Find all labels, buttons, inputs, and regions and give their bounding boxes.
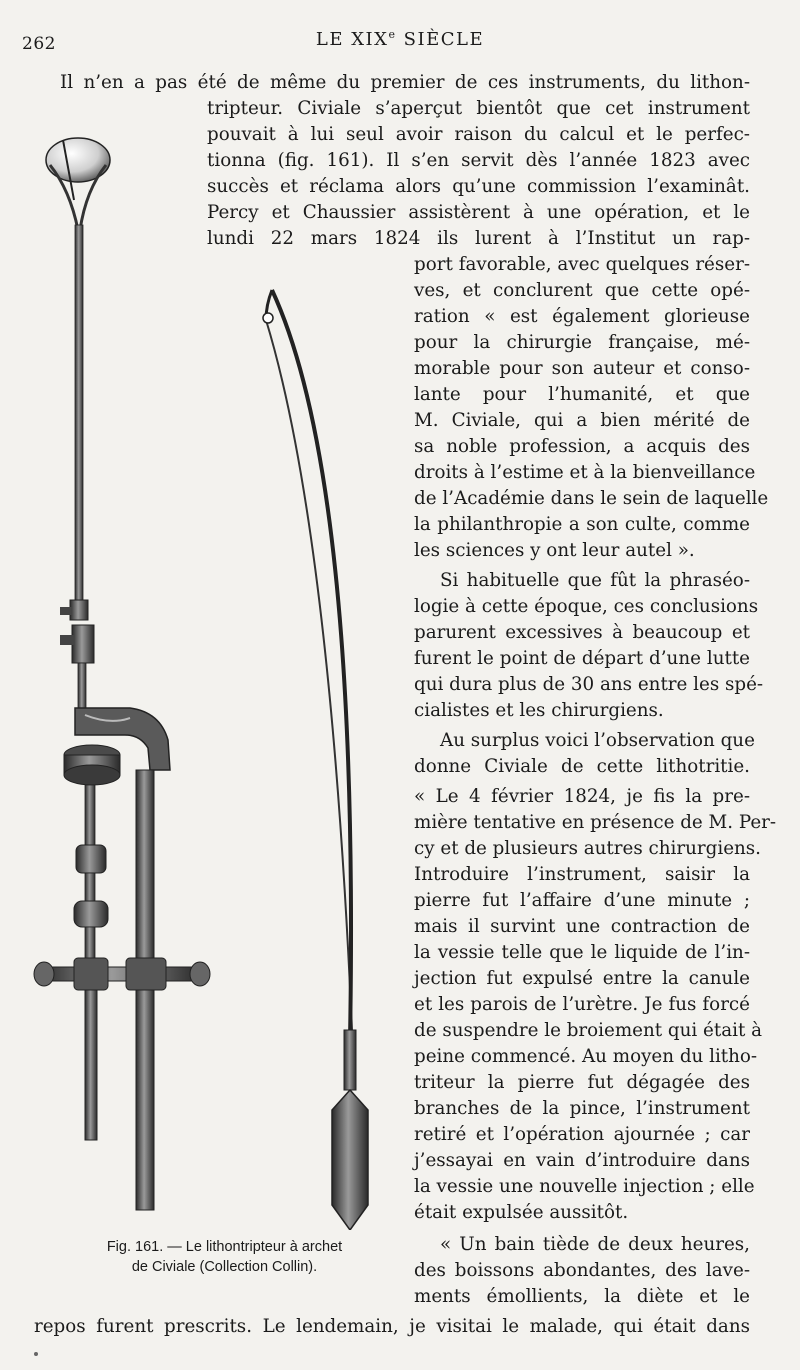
text-line: « Un bain tiède de deux heures,	[440, 1234, 750, 1255]
text-line: ves, et conclurent que cette opé-	[414, 280, 750, 301]
text-line: port favorable, avec quelques réser-	[414, 254, 750, 275]
text-line: cy et de plusieurs autres chirurgiens.	[414, 838, 761, 859]
text-line: sa noble profession, a acquis des	[414, 436, 750, 457]
text-line: lante pour l’humanité, et que	[414, 384, 750, 405]
text-line: des boissons abondantes, des lave-	[414, 1260, 750, 1281]
text-line: tripteur. Civiale s’aperçut bientôt que cet instrument	[207, 98, 750, 119]
text-line: Percy et Chaussier assistèrent à une opération, et le	[207, 202, 750, 223]
text-line: repos furent prescrits. Le lendemain, je visitai le malade, qui était dans	[34, 1316, 750, 1337]
page-header	[0, 28, 800, 52]
figure-caption	[52, 1237, 397, 1277]
running-title: LE XIXe SIÈCLE	[315, 28, 485, 50]
text-line: les sciences y ont leur autel ».	[414, 540, 695, 561]
text-line: branches de la pince, l’instrument	[414, 1098, 750, 1119]
caption-line: Fig. 161. — Le lithontripteur à archet	[106, 1239, 343, 1255]
text-line: peine commencé. Au moyen du litho-	[414, 1046, 758, 1067]
text-line: mière tentative en présence de M. Per-	[414, 812, 777, 833]
text-line: succès et réclama alors qu’une commission l’examinât.	[207, 176, 750, 197]
text-line: la vessie telle que le liquide de l’in-	[414, 942, 750, 963]
crusher-instrument	[34, 138, 210, 1210]
text-line: Si habituelle que fût la phraséo-	[440, 570, 750, 591]
text-line: M. Civiale, qui a bien mérité de	[414, 410, 750, 431]
text-line: pouvait à lui seul avoir raison du calcul et le perfec-	[207, 124, 750, 145]
print-speck	[34, 1352, 38, 1356]
text-line: pour la chirurgie française, mé-	[414, 332, 750, 353]
text-line: retiré et l’opération ajournée ; car	[414, 1124, 750, 1145]
text-line: la philanthropie a son culte, comme	[414, 514, 750, 535]
text-line: furent le point de départ d’une lutte	[414, 648, 750, 669]
text-line: droits à l’estime et à la bienveillance	[414, 462, 756, 483]
text-line: morable pour son auteur et conso-	[414, 358, 750, 379]
text-line: Introduire l’instrument, saisir la	[414, 864, 750, 885]
text-line: qui dura plus de 30 ans entre les spé-	[414, 674, 764, 695]
text-line: la vessie une nouvelle injection ; elle	[414, 1176, 755, 1197]
text-line: cialistes et les chirurgiens.	[414, 700, 664, 721]
text-line: triteur la pierre fut dégagée des	[414, 1072, 750, 1093]
text-line: Il n’en a pas été de même du premier de ces instruments, du lithon-	[60, 72, 750, 93]
text-line: Au surplus voici l’observation que	[440, 730, 755, 751]
page-number: 262	[22, 34, 56, 54]
text-line: mais il survint une contraction de	[414, 916, 750, 937]
text-line: donne Civiale de cette lithotritie.	[414, 756, 750, 777]
text-line: tionna (fig. 161). Il s’en servit dès l’année 1823 avec	[207, 150, 750, 171]
text-line: ments émollients, la diète et le	[414, 1286, 750, 1307]
text-line: de suspendre le broiement qui était à	[414, 1020, 763, 1041]
text-line: j’essayai en vain d’introduire dans	[414, 1150, 750, 1171]
lithontripteur-figure	[30, 130, 410, 1230]
text-line: pierre fut l’affaire d’une minute ;	[414, 890, 750, 911]
text-line: était expulsée aussitôt.	[414, 1202, 629, 1223]
caption-line: de Civiale (Collection Collin).	[131, 1259, 318, 1275]
text-line: jection fut expulsé entre la canule	[414, 968, 750, 989]
text-line: parurent excessives à beaucoup et	[414, 622, 750, 643]
text-line: ration « est également glorieuse	[414, 306, 750, 327]
bow-archet	[263, 290, 368, 1230]
text-line: « Le 4 février 1824, je fis la pre-	[414, 786, 750, 807]
text-line: logie à cette époque, ces conclusions	[414, 596, 759, 617]
text-line: lundi 22 mars 1824 ils lurent à l’Institut un rap-	[207, 228, 750, 249]
text-line: de l’Académie dans le sein de laquelle	[414, 488, 769, 509]
text-line: et les parois de l’urètre. Je fus forcé	[414, 994, 750, 1015]
